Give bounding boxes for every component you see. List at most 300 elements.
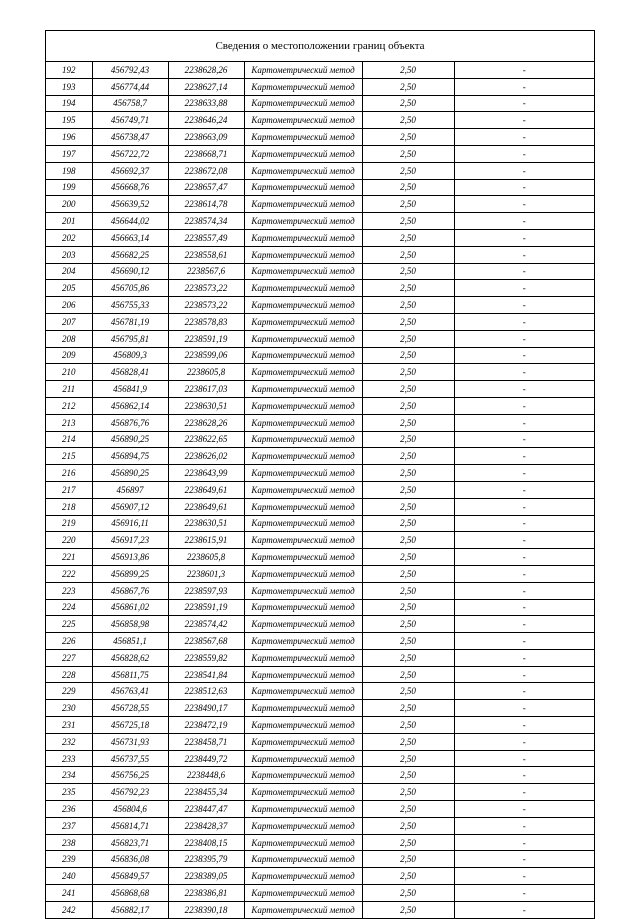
coordinate-x-cell: 456876,76 bbox=[92, 414, 168, 431]
accuracy-cell: 2,50 bbox=[362, 683, 454, 700]
determination-method-cell: Картометрический метод bbox=[244, 196, 362, 213]
coordinate-y-cell: 2238447,47 bbox=[168, 801, 244, 818]
point-number-cell: 205 bbox=[46, 280, 92, 297]
accuracy-cell: 2,50 bbox=[362, 448, 454, 465]
description-cell: - bbox=[454, 901, 594, 917]
determination-method-cell: Картометрический метод bbox=[244, 162, 362, 179]
point-number-cell: 237 bbox=[46, 817, 92, 834]
point-number-cell: 196 bbox=[46, 129, 92, 146]
table-row bbox=[46, 280, 594, 297]
determination-method-cell: Картометрический метод bbox=[244, 347, 362, 364]
coordinate-y-cell: 2238541,84 bbox=[168, 666, 244, 683]
accuracy-cell: 2,50 bbox=[362, 179, 454, 196]
determination-method-cell: Картометрический метод bbox=[244, 599, 362, 616]
table-row bbox=[46, 633, 594, 650]
determination-method-cell: Картометрический метод bbox=[244, 62, 362, 78]
coordinate-x-cell: 456722,72 bbox=[92, 145, 168, 162]
accuracy-cell: 2,50 bbox=[362, 381, 454, 398]
point-number-cell: 231 bbox=[46, 717, 92, 734]
coordinate-y-cell: 2238622,65 bbox=[168, 431, 244, 448]
determination-method-cell: Картометрический метод bbox=[244, 129, 362, 146]
description-cell: - bbox=[454, 330, 594, 347]
coordinate-x-cell: 456897 bbox=[92, 481, 168, 498]
coordinate-x-cell: 456749,71 bbox=[92, 112, 168, 129]
point-number-cell: 225 bbox=[46, 616, 92, 633]
accuracy-cell: 2,50 bbox=[362, 515, 454, 532]
description-cell: - bbox=[454, 733, 594, 750]
coordinate-y-cell: 2238615,91 bbox=[168, 532, 244, 549]
coordinate-x-cell: 456758,7 bbox=[92, 95, 168, 112]
coordinate-y-cell: 2238597,93 bbox=[168, 582, 244, 599]
accuracy-cell: 2,50 bbox=[362, 246, 454, 263]
point-number-cell: 235 bbox=[46, 784, 92, 801]
coordinate-y-cell: 2238395,79 bbox=[168, 851, 244, 868]
table-row bbox=[46, 700, 594, 717]
coordinate-x-cell: 456781,19 bbox=[92, 313, 168, 330]
table-row bbox=[46, 616, 594, 633]
coordinate-x-cell: 456836,08 bbox=[92, 851, 168, 868]
table-row bbox=[46, 145, 594, 162]
determination-method-cell: Картометрический метод bbox=[244, 817, 362, 834]
description-cell: - bbox=[454, 62, 594, 78]
table-row bbox=[46, 347, 594, 364]
point-number-cell: 218 bbox=[46, 498, 92, 515]
coordinate-x-cell: 456809,3 bbox=[92, 347, 168, 364]
description-cell: - bbox=[454, 112, 594, 129]
determination-method-cell: Картометрический метод bbox=[244, 582, 362, 599]
table-row bbox=[46, 364, 594, 381]
accuracy-cell: 2,50 bbox=[362, 347, 454, 364]
point-number-cell: 193 bbox=[46, 78, 92, 95]
table-row bbox=[46, 599, 594, 616]
determination-method-cell: Картометрический метод bbox=[244, 834, 362, 851]
coordinate-y-cell: 2238599,06 bbox=[168, 347, 244, 364]
coordinate-y-cell: 2238573,22 bbox=[168, 297, 244, 314]
coordinate-y-cell: 2238557,49 bbox=[168, 229, 244, 246]
table-row bbox=[46, 196, 594, 213]
coordinate-y-cell: 2238668,71 bbox=[168, 145, 244, 162]
table-row bbox=[46, 431, 594, 448]
point-number-cell: 239 bbox=[46, 851, 92, 868]
determination-method-cell: Картометрический метод bbox=[244, 532, 362, 549]
coordinate-x-cell: 456737,55 bbox=[92, 750, 168, 767]
accuracy-cell: 2,50 bbox=[362, 364, 454, 381]
coordinate-x-cell: 456668,76 bbox=[92, 179, 168, 196]
description-cell: - bbox=[454, 196, 594, 213]
determination-method-cell: Картометрический метод bbox=[244, 733, 362, 750]
point-number-cell: 232 bbox=[46, 733, 92, 750]
point-number-cell: 217 bbox=[46, 481, 92, 498]
point-number-cell: 221 bbox=[46, 549, 92, 566]
table-row bbox=[46, 717, 594, 734]
determination-method-cell: Картометрический метод bbox=[244, 145, 362, 162]
coordinate-x-cell: 456644,02 bbox=[92, 213, 168, 230]
coordinate-y-cell: 2238574,34 bbox=[168, 213, 244, 230]
accuracy-cell: 2,50 bbox=[362, 582, 454, 599]
determination-method-cell: Картометрический метод bbox=[244, 784, 362, 801]
accuracy-cell: 2,50 bbox=[362, 599, 454, 616]
determination-method-cell: Картометрический метод bbox=[244, 213, 362, 230]
description-cell: - bbox=[454, 515, 594, 532]
point-number-cell: 234 bbox=[46, 767, 92, 784]
accuracy-cell: 2,50 bbox=[362, 851, 454, 868]
coordinate-x-cell: 456907,12 bbox=[92, 498, 168, 515]
accuracy-cell: 2,50 bbox=[362, 280, 454, 297]
coordinate-x-cell: 456756,25 bbox=[92, 767, 168, 784]
point-number-cell: 230 bbox=[46, 700, 92, 717]
description-cell: - bbox=[454, 145, 594, 162]
table-row bbox=[46, 263, 594, 280]
table-row bbox=[46, 330, 594, 347]
table-row bbox=[46, 851, 594, 868]
point-number-cell: 226 bbox=[46, 633, 92, 650]
table-row bbox=[46, 62, 594, 78]
point-number-cell: 213 bbox=[46, 414, 92, 431]
point-number-cell: 203 bbox=[46, 246, 92, 263]
description-cell: - bbox=[454, 801, 594, 818]
coordinate-x-cell: 456890,25 bbox=[92, 465, 168, 482]
coordinate-y-cell: 2238573,22 bbox=[168, 280, 244, 297]
determination-method-cell: Картометрический метод bbox=[244, 767, 362, 784]
coordinate-y-cell: 2238646,24 bbox=[168, 112, 244, 129]
coordinate-y-cell: 2238601,3 bbox=[168, 565, 244, 582]
table-row bbox=[46, 481, 594, 498]
point-number-cell: 224 bbox=[46, 599, 92, 616]
accuracy-cell: 2,50 bbox=[362, 700, 454, 717]
table-row bbox=[46, 448, 594, 465]
table-row bbox=[46, 885, 594, 902]
coordinate-y-cell: 2238628,26 bbox=[168, 62, 244, 78]
point-number-cell: 238 bbox=[46, 834, 92, 851]
coordinate-x-cell: 456882,17 bbox=[92, 901, 168, 917]
coordinate-y-cell: 2238578,83 bbox=[168, 313, 244, 330]
coordinate-y-cell: 2238605,8 bbox=[168, 364, 244, 381]
determination-method-cell: Картометрический метод bbox=[244, 280, 362, 297]
point-number-cell: 215 bbox=[46, 448, 92, 465]
description-cell: - bbox=[454, 229, 594, 246]
coordinate-y-cell: 2238408,15 bbox=[168, 834, 244, 851]
coordinate-y-cell: 2238558,61 bbox=[168, 246, 244, 263]
point-number-cell: 209 bbox=[46, 347, 92, 364]
determination-method-cell: Картометрический метод bbox=[244, 616, 362, 633]
coordinate-x-cell: 456867,76 bbox=[92, 582, 168, 599]
description-cell: - bbox=[454, 246, 594, 263]
point-number-cell: 240 bbox=[46, 868, 92, 885]
accuracy-cell: 2,50 bbox=[362, 145, 454, 162]
determination-method-cell: Картометрический метод bbox=[244, 851, 362, 868]
description-cell: - bbox=[454, 549, 594, 566]
accuracy-cell: 2,50 bbox=[362, 414, 454, 431]
determination-method-cell: Картометрический метод bbox=[244, 481, 362, 498]
table-row bbox=[46, 229, 594, 246]
description-cell: - bbox=[454, 565, 594, 582]
point-number-cell: 208 bbox=[46, 330, 92, 347]
table-row bbox=[46, 868, 594, 885]
determination-method-cell: Картометрический метод bbox=[244, 465, 362, 482]
accuracy-cell: 2,50 bbox=[362, 196, 454, 213]
coordinate-x-cell: 456804,6 bbox=[92, 801, 168, 818]
boundary-coordinates-sheet bbox=[45, 30, 595, 919]
coordinate-x-cell: 456828,41 bbox=[92, 364, 168, 381]
point-number-cell: 241 bbox=[46, 885, 92, 902]
determination-method-cell: Картометрический метод bbox=[244, 565, 362, 582]
coordinate-y-cell: 2238490,17 bbox=[168, 700, 244, 717]
determination-method-cell: Картометрический метод bbox=[244, 246, 362, 263]
coordinate-x-cell: 456916,11 bbox=[92, 515, 168, 532]
determination-method-cell: Картометрический метод bbox=[244, 515, 362, 532]
determination-method-cell: Картометрический метод bbox=[244, 868, 362, 885]
table-row bbox=[46, 565, 594, 582]
coordinate-y-cell: 2238591,19 bbox=[168, 330, 244, 347]
description-cell: - bbox=[454, 448, 594, 465]
table-row bbox=[46, 78, 594, 95]
coordinate-y-cell: 2238649,61 bbox=[168, 481, 244, 498]
table-row bbox=[46, 313, 594, 330]
point-number-cell: 202 bbox=[46, 229, 92, 246]
accuracy-cell: 2,50 bbox=[362, 733, 454, 750]
table-row bbox=[46, 112, 594, 129]
accuracy-cell: 2,50 bbox=[362, 465, 454, 482]
point-number-cell: 207 bbox=[46, 313, 92, 330]
description-cell: - bbox=[454, 498, 594, 515]
accuracy-cell: 2,50 bbox=[362, 784, 454, 801]
determination-method-cell: Картометрический метод bbox=[244, 717, 362, 734]
determination-method-cell: Картометрический метод bbox=[244, 95, 362, 112]
determination-method-cell: Картометрический метод bbox=[244, 633, 362, 650]
determination-method-cell: Картометрический метод bbox=[244, 297, 362, 314]
point-number-cell: 216 bbox=[46, 465, 92, 482]
table-row bbox=[46, 297, 594, 314]
description-cell: - bbox=[454, 599, 594, 616]
description-cell: - bbox=[454, 481, 594, 498]
description-cell: - bbox=[454, 179, 594, 196]
table-row bbox=[46, 246, 594, 263]
coordinate-y-cell: 2238389,05 bbox=[168, 868, 244, 885]
description-cell: - bbox=[454, 381, 594, 398]
point-number-cell: 199 bbox=[46, 179, 92, 196]
table-row bbox=[46, 465, 594, 482]
coordinate-x-cell: 456690,12 bbox=[92, 263, 168, 280]
coordinates-table bbox=[46, 62, 594, 918]
table-row bbox=[46, 549, 594, 566]
accuracy-cell: 2,50 bbox=[362, 78, 454, 95]
point-number-cell: 210 bbox=[46, 364, 92, 381]
coordinate-x-cell: 456774,44 bbox=[92, 78, 168, 95]
description-cell: - bbox=[454, 666, 594, 683]
point-number-cell: 204 bbox=[46, 263, 92, 280]
description-cell: - bbox=[454, 297, 594, 314]
point-number-cell: 206 bbox=[46, 297, 92, 314]
description-cell: - bbox=[454, 129, 594, 146]
coordinate-x-cell: 456731,93 bbox=[92, 733, 168, 750]
determination-method-cell: Картометрический метод bbox=[244, 397, 362, 414]
coordinate-x-cell: 456663,14 bbox=[92, 229, 168, 246]
accuracy-cell: 2,50 bbox=[362, 297, 454, 314]
coordinate-y-cell: 2238458,71 bbox=[168, 733, 244, 750]
description-cell: - bbox=[454, 633, 594, 650]
description-cell: - bbox=[454, 700, 594, 717]
coordinate-x-cell: 456868,68 bbox=[92, 885, 168, 902]
point-number-cell: 233 bbox=[46, 750, 92, 767]
point-number-cell: 211 bbox=[46, 381, 92, 398]
description-cell: - bbox=[454, 717, 594, 734]
description-cell: - bbox=[454, 347, 594, 364]
description-cell: - bbox=[454, 397, 594, 414]
accuracy-cell: 2,50 bbox=[362, 397, 454, 414]
description-cell: - bbox=[454, 162, 594, 179]
table-row bbox=[46, 515, 594, 532]
table-row bbox=[46, 213, 594, 230]
point-number-cell: 200 bbox=[46, 196, 92, 213]
point-number-cell: 236 bbox=[46, 801, 92, 818]
table-row bbox=[46, 95, 594, 112]
coordinate-y-cell: 2238390,18 bbox=[168, 901, 244, 917]
point-number-cell: 198 bbox=[46, 162, 92, 179]
coordinate-x-cell: 456849,57 bbox=[92, 868, 168, 885]
table-row bbox=[46, 162, 594, 179]
point-number-cell: 222 bbox=[46, 565, 92, 582]
coordinate-y-cell: 2238472,19 bbox=[168, 717, 244, 734]
coordinates-table-body bbox=[46, 62, 594, 918]
coordinate-y-cell: 2238633,88 bbox=[168, 95, 244, 112]
accuracy-cell: 2,50 bbox=[362, 229, 454, 246]
table-row bbox=[46, 129, 594, 146]
point-number-cell: 220 bbox=[46, 532, 92, 549]
table-row bbox=[46, 381, 594, 398]
table-row bbox=[46, 666, 594, 683]
coordinate-x-cell: 456858,98 bbox=[92, 616, 168, 633]
description-cell: - bbox=[454, 532, 594, 549]
point-number-cell: 194 bbox=[46, 95, 92, 112]
table-row bbox=[46, 397, 594, 414]
table-row bbox=[46, 901, 594, 917]
coordinate-y-cell: 2238386,81 bbox=[168, 885, 244, 902]
accuracy-cell: 2,50 bbox=[362, 313, 454, 330]
accuracy-cell: 2,50 bbox=[362, 767, 454, 784]
point-number-cell: 242 bbox=[46, 901, 92, 917]
accuracy-cell: 2,50 bbox=[362, 95, 454, 112]
description-cell: - bbox=[454, 683, 594, 700]
accuracy-cell: 2,50 bbox=[362, 750, 454, 767]
description-cell: - bbox=[454, 78, 594, 95]
coordinate-x-cell: 456814,71 bbox=[92, 817, 168, 834]
description-cell: - bbox=[454, 834, 594, 851]
description-cell: - bbox=[454, 465, 594, 482]
accuracy-cell: 2,50 bbox=[362, 431, 454, 448]
coordinate-x-cell: 456811,75 bbox=[92, 666, 168, 683]
description-cell: - bbox=[454, 616, 594, 633]
description-cell: - bbox=[454, 817, 594, 834]
determination-method-cell: Картометрический метод bbox=[244, 700, 362, 717]
description-cell: - bbox=[454, 885, 594, 902]
description-cell: - bbox=[454, 868, 594, 885]
table-row bbox=[46, 801, 594, 818]
accuracy-cell: 2,50 bbox=[362, 868, 454, 885]
determination-method-cell: Картометрический метод bbox=[244, 414, 362, 431]
point-number-cell: 214 bbox=[46, 431, 92, 448]
description-cell: - bbox=[454, 851, 594, 868]
point-number-cell: 223 bbox=[46, 582, 92, 599]
accuracy-cell: 2,50 bbox=[362, 565, 454, 582]
table-row bbox=[46, 750, 594, 767]
table-row bbox=[46, 767, 594, 784]
coordinate-x-cell: 456682,25 bbox=[92, 246, 168, 263]
determination-method-cell: Картометрический метод bbox=[244, 750, 362, 767]
coordinate-y-cell: 2238643,99 bbox=[168, 465, 244, 482]
determination-method-cell: Картометрический метод bbox=[244, 431, 362, 448]
determination-method-cell: Картометрический метод bbox=[244, 683, 362, 700]
description-cell: - bbox=[454, 649, 594, 666]
coordinate-x-cell: 456823,71 bbox=[92, 834, 168, 851]
coordinate-x-cell: 456795,81 bbox=[92, 330, 168, 347]
accuracy-cell: 2,50 bbox=[362, 549, 454, 566]
point-number-cell: 227 bbox=[46, 649, 92, 666]
accuracy-cell: 2,50 bbox=[362, 901, 454, 917]
coordinate-x-cell: 456763,41 bbox=[92, 683, 168, 700]
accuracy-cell: 2,50 bbox=[362, 633, 454, 650]
coordinate-y-cell: 2238630,51 bbox=[168, 515, 244, 532]
accuracy-cell: 2,50 bbox=[362, 62, 454, 78]
description-cell: - bbox=[454, 364, 594, 381]
coordinate-y-cell: 2238626,02 bbox=[168, 448, 244, 465]
accuracy-cell: 2,50 bbox=[362, 162, 454, 179]
determination-method-cell: Картометрический метод bbox=[244, 381, 362, 398]
accuracy-cell: 2,50 bbox=[362, 717, 454, 734]
point-number-cell: 228 bbox=[46, 666, 92, 683]
coordinate-x-cell: 456755,33 bbox=[92, 297, 168, 314]
determination-method-cell: Картометрический метод bbox=[244, 313, 362, 330]
table-row bbox=[46, 498, 594, 515]
coordinate-x-cell: 456728,55 bbox=[92, 700, 168, 717]
table-row bbox=[46, 834, 594, 851]
coordinate-x-cell: 456639,52 bbox=[92, 196, 168, 213]
table-row bbox=[46, 532, 594, 549]
coordinate-y-cell: 2238628,26 bbox=[168, 414, 244, 431]
accuracy-cell: 2,50 bbox=[362, 263, 454, 280]
description-cell: - bbox=[454, 95, 594, 112]
accuracy-cell: 2,50 bbox=[362, 481, 454, 498]
coordinate-y-cell: 2238617,03 bbox=[168, 381, 244, 398]
coordinate-y-cell: 2238567,6 bbox=[168, 263, 244, 280]
coordinate-y-cell: 2238672,08 bbox=[168, 162, 244, 179]
coordinate-x-cell: 456861,02 bbox=[92, 599, 168, 616]
accuracy-cell: 2,50 bbox=[362, 112, 454, 129]
table-row bbox=[46, 414, 594, 431]
accuracy-cell: 2,50 bbox=[362, 213, 454, 230]
determination-method-cell: Картометрический метод bbox=[244, 666, 362, 683]
accuracy-cell: 2,50 bbox=[362, 129, 454, 146]
coordinate-y-cell: 2238627,14 bbox=[168, 78, 244, 95]
determination-method-cell: Картометрический метод bbox=[244, 179, 362, 196]
table-row bbox=[46, 582, 594, 599]
description-cell: - bbox=[454, 767, 594, 784]
coordinate-y-cell: 2238657,47 bbox=[168, 179, 244, 196]
coordinate-x-cell: 456841,9 bbox=[92, 381, 168, 398]
determination-method-cell: Картометрический метод bbox=[244, 78, 362, 95]
table-row bbox=[46, 179, 594, 196]
description-cell: - bbox=[454, 280, 594, 297]
coordinate-x-cell: 456738,47 bbox=[92, 129, 168, 146]
determination-method-cell: Картометрический метод bbox=[244, 901, 362, 917]
description-cell: - bbox=[454, 582, 594, 599]
coordinate-y-cell: 2238512,63 bbox=[168, 683, 244, 700]
description-cell: - bbox=[454, 750, 594, 767]
coordinate-x-cell: 456725,18 bbox=[92, 717, 168, 734]
coordinate-y-cell: 2238605,8 bbox=[168, 549, 244, 566]
accuracy-cell: 2,50 bbox=[362, 666, 454, 683]
coordinate-x-cell: 456913,86 bbox=[92, 549, 168, 566]
determination-method-cell: Картометрический метод bbox=[244, 364, 362, 381]
